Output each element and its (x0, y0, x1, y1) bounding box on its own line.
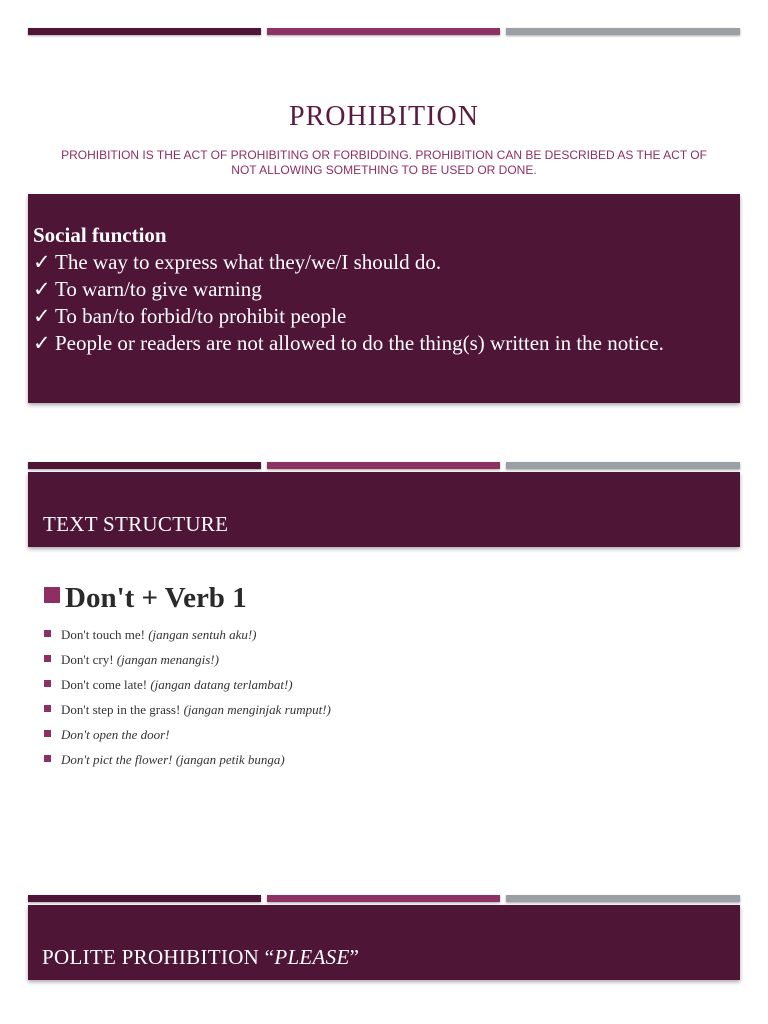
social-function-heading: Social function (33, 223, 167, 247)
accent-bar-gray (506, 462, 740, 469)
definition-subtitle: PROHIBITION IS THE ACT OF PROHIBITING OR FORBIDDING. PROHIBITION CAN BE DESCRIBED AS THE ACT OF NOT ALLOWING SOMETHING TO BE USED OR DONE. (61, 148, 707, 177)
accent-bars-middle (28, 462, 740, 469)
page-title: PROHIBITION (289, 101, 479, 132)
polite-prohibition-header (28, 905, 740, 980)
checkmark-icon: ✓ (33, 277, 51, 301)
bullet-square-icon (44, 705, 51, 712)
checkmark-icon: ✓ (33, 304, 51, 328)
bullet-square-icon (44, 630, 51, 637)
list-item: Don't touch me! (jangan sentuh aku!) (44, 625, 331, 650)
checkmark-icon: ✓ (33, 331, 51, 355)
list-item: Don't come late! (jangan datang terlambat!) (44, 675, 331, 700)
accent-bar-magenta (267, 28, 500, 35)
list-item: Don't cry! (jangan menangis!) (44, 650, 331, 675)
accent-bar-dark (28, 28, 261, 35)
example-list (44, 625, 331, 775)
accent-bar-magenta (267, 895, 500, 902)
accent-bars-top (28, 28, 740, 35)
bullet-square-icon (44, 755, 51, 762)
accent-bar-dark (28, 895, 261, 902)
social-item: ✓ To warn/to give warning (33, 277, 262, 301)
list-item: Don't step in the grass! (jangan menginjak rumput!) (44, 700, 331, 725)
section-title: POLITE PROHIBITION “PLEASE” (42, 945, 360, 969)
social-item: ✓ The way to express what they/we/I should do. (33, 250, 442, 274)
list-item: Don't open the door! (44, 725, 331, 750)
structure-formula: Don't + Verb 1 (44, 582, 247, 615)
bullet-square-icon (44, 680, 51, 687)
list-item: Don't pict the flower! (jangan petik bunga) (44, 750, 331, 775)
checkmark-icon: ✓ (33, 250, 51, 274)
accent-bar-gray (506, 895, 740, 902)
social-item: ✓ People or readers are not allowed to do the thing(s) written in the notice. (33, 331, 664, 355)
section-title: TEXT STRUCTURE (43, 512, 229, 536)
bullet-square-icon (44, 655, 51, 662)
accent-bar-magenta (267, 462, 500, 469)
social-item: ✓ To ban/to forbid/to prohibit people (33, 304, 347, 328)
please-emphasis: PLEASE (274, 945, 350, 969)
text-structure-header (28, 472, 740, 547)
accent-bars-bottom (28, 895, 740, 902)
accent-bar-dark (28, 462, 261, 469)
bullet-square-icon (44, 587, 60, 603)
social-function-panel (28, 194, 740, 403)
accent-bar-gray (506, 28, 740, 35)
bullet-square-icon (44, 730, 51, 737)
